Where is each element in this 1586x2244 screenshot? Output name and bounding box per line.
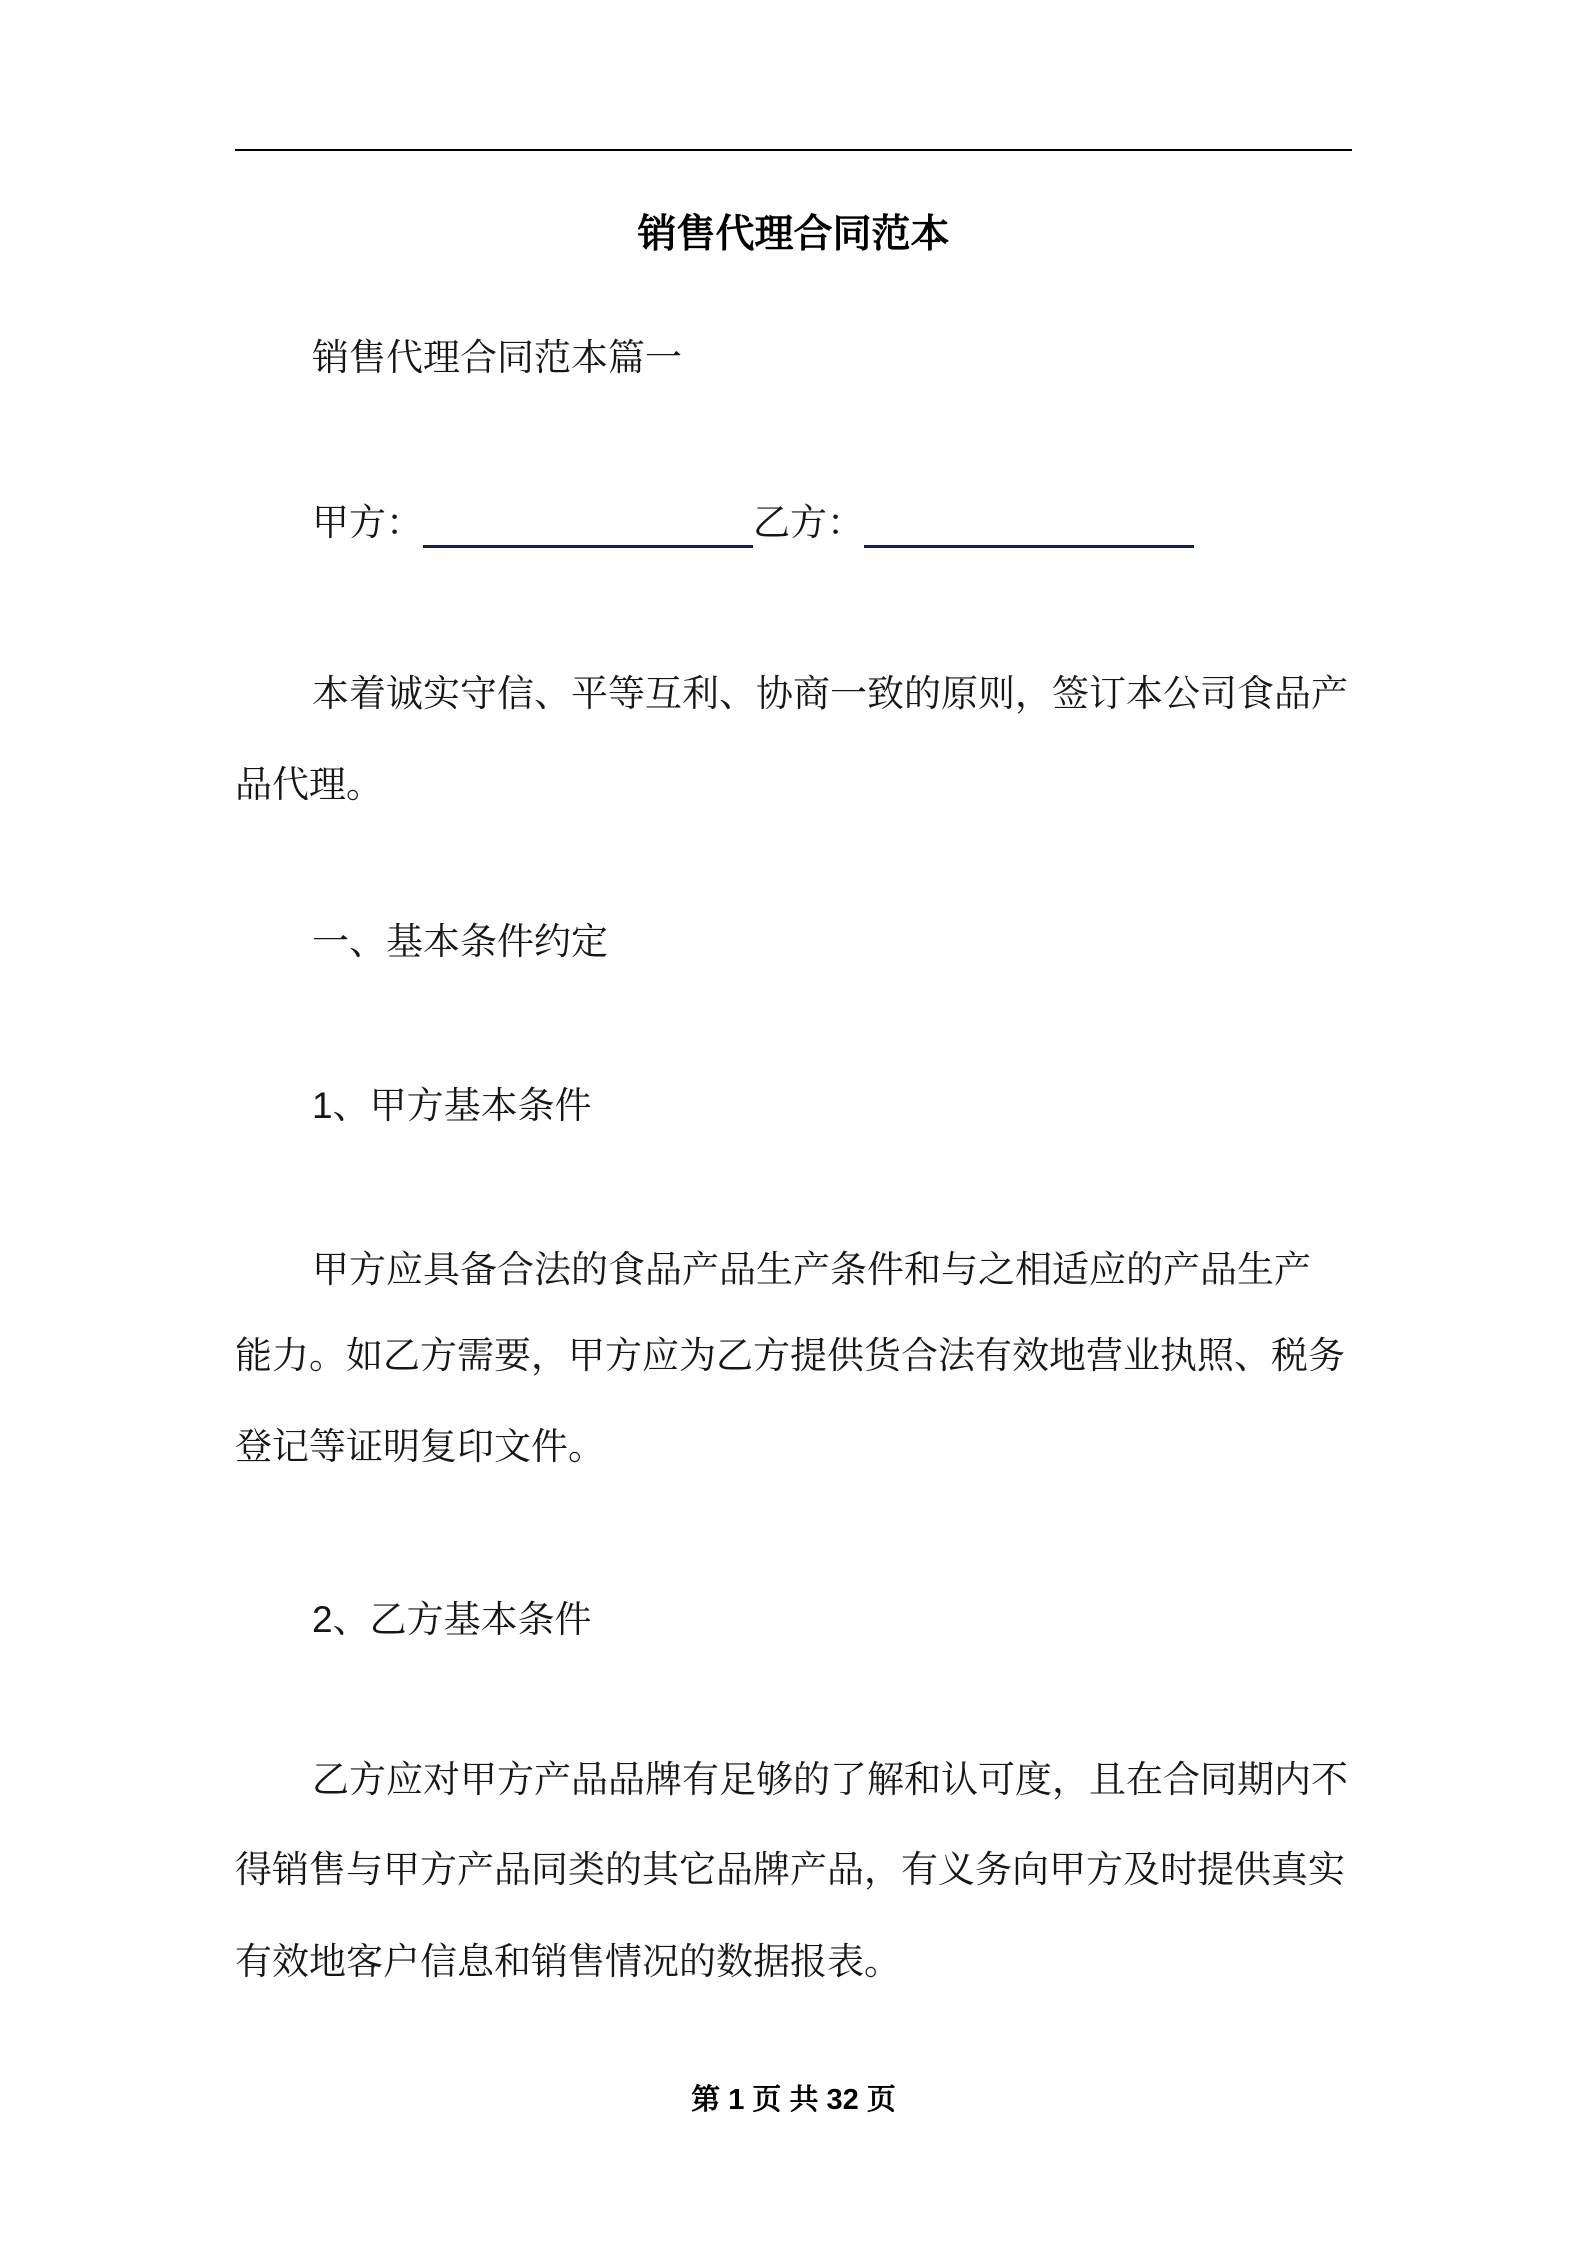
paragraph-line: 能力。如乙方需要，甲方应为乙方提供货合法有效地营业执照、税务 <box>235 1335 1345 1376</box>
clause-heading: 1、甲方基本条件 <box>312 1085 592 1126</box>
party-b-blank-field[interactable] <box>864 506 1194 548</box>
document-subtitle: 销售代理合同范本篇一 <box>312 337 682 378</box>
page-number-indicator: 第 1 页 共 32 页 <box>691 2084 896 2116</box>
party-fields-line <box>235 498 1352 548</box>
paragraph-line: 得销售与甲方产品同类的其它品牌产品，有义务向甲方及时提供真实 <box>235 1849 1345 1890</box>
party-a-blank-field[interactable] <box>423 506 753 548</box>
document-title: 销售代理合同范本 <box>637 213 950 256</box>
party-a-label: 甲方： <box>312 502 423 543</box>
paragraph-line: 本着诚实守信、平等互利、协商一致的原则，签订本公司食品产 <box>312 673 1348 714</box>
paragraph-line: 有效地客户信息和销售情况的数据报表。 <box>235 1941 901 1982</box>
header-rule <box>235 149 1352 151</box>
party-b-label: 乙方： <box>753 502 864 543</box>
paragraph-line: 乙方应对甲方产品品牌有足够的了解和认可度，且在合同期内不 <box>312 1759 1348 1800</box>
page-footer <box>235 2075 1352 2125</box>
paragraph-line: 品代理。 <box>235 764 383 805</box>
clause-heading: 2、乙方基本条件 <box>312 1599 592 1640</box>
paragraph-line: 甲方应具备合法的食品产品生产条件和与之相适应的产品生产 <box>312 1249 1311 1290</box>
paragraph-line: 登记等证明复印文件。 <box>235 1426 605 1467</box>
section-heading: 一、基本条件约定 <box>312 921 608 962</box>
